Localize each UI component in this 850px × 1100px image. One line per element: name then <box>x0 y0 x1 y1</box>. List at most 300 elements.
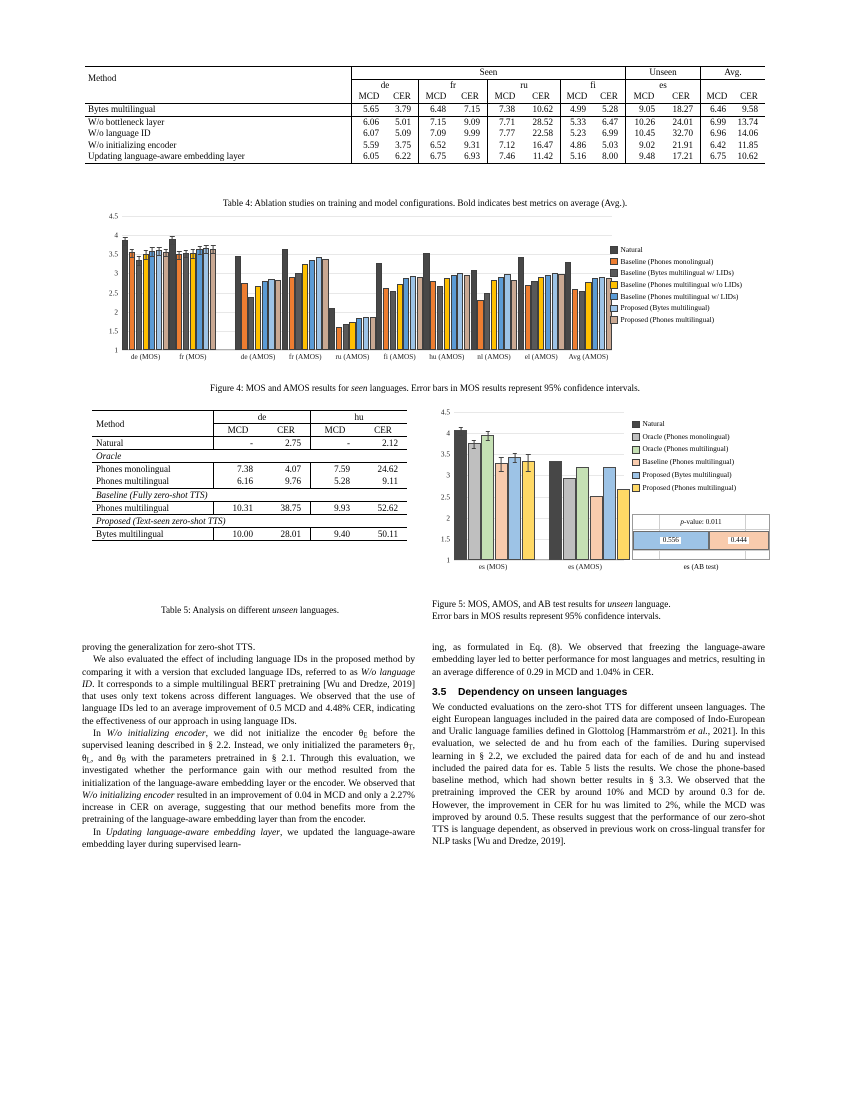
y-tick: 1.5 <box>440 534 450 544</box>
x-label: es (AMOS) <box>568 562 602 571</box>
table-4-metric-8: MCD <box>626 91 663 103</box>
paragraph-left-3: In Updating language-aware embedding layer, we updated the language-aware embedding layer during supervised learn- <box>82 826 415 850</box>
table-4-cell: 5.65 <box>352 103 387 116</box>
bar-1-4 <box>603 467 616 560</box>
bar-6-5 <box>457 273 463 350</box>
table-row <box>85 151 765 163</box>
bar-2-3 <box>255 286 261 350</box>
bar-group <box>549 412 630 560</box>
table-5-cell: 10.00 <box>214 527 263 540</box>
bar-0-1 <box>129 252 135 350</box>
table-4-method: W/o bottleneck layer <box>88 116 165 127</box>
bar-0-0 <box>454 430 467 560</box>
figure-5-caption: Figure 5: MOS, AMOS, and AB test results for unseen language. Error bars in MOS results represent 95% confidence intervals. <box>432 599 671 622</box>
table-4-cell: 7.15 <box>419 116 454 128</box>
table-4-metric-1: CER <box>393 91 411 102</box>
paragraph-left-0: proving the generalization for zero-shot TTS. <box>82 642 256 653</box>
bar-1-5 <box>617 489 630 560</box>
paragraph-right-1: We conducted evaluations on the zero-shot TTS for different unseen languages. The eight European languages included in the paired data are composed of Indo-European and Uralic language families defined in Glottolog [Hammarström et al., 2021]. In this evaluation, we selected de and hu from each of the families. During supervised learning in § 2.2, we excluded the paired data for each of de and hu and instead included the paired data for es. Table 5 lists the results. We chose the phone-based baseline method, which had shown better results in § 3.3. We observed that the pretraining improved the CER by around 10% and MCD by around 0.3 for de. However, the improvement in CER for hu was limited to 2%, while the MCD was improved by around 0.5. These results suggest that the performance of our zero-shot TTS is language dependent, as observed in previous work on cross-lingual transfer for NLP tasks [Wu and Dredze, 2019]. <box>432 701 766 848</box>
x-label: fr (MOS) <box>179 352 207 361</box>
bar-3-2 <box>295 273 301 350</box>
table-4-cell: 16.47 <box>532 139 553 150</box>
x-label: de (MOS) <box>130 352 161 361</box>
table-4-cell: 14.06 <box>737 128 758 139</box>
figure-4-y-axis <box>92 211 120 355</box>
table-5-cell: 52.62 <box>377 502 398 513</box>
table-row <box>85 103 765 116</box>
legend-swatch-icon <box>632 484 640 492</box>
legend-label: Natural <box>620 245 643 254</box>
bar-2-0 <box>235 256 241 350</box>
legend-swatch-icon <box>632 433 640 441</box>
table-5-cell: 4.07 <box>285 464 301 475</box>
table-5-section-header: Oracle <box>96 451 122 462</box>
bar-3-3 <box>302 264 308 350</box>
x-label: ru (AMOS) <box>335 352 370 361</box>
bar-2-5 <box>268 279 274 350</box>
table-4-cell: 6.93 <box>464 151 480 162</box>
table-4-group-avg: Avg. <box>701 67 766 80</box>
legend-item <box>632 456 736 469</box>
bar-group <box>282 216 329 350</box>
bar-group <box>423 216 470 350</box>
table-4-cell: 6.22 <box>395 151 411 162</box>
bar-1-1 <box>563 478 576 560</box>
legend-swatch-icon <box>610 293 618 301</box>
table-5-cell: 2.75 <box>285 438 301 449</box>
bar-0-5 <box>522 461 535 560</box>
table-5-cell: 24.62 <box>377 464 398 475</box>
bar-9-3 <box>585 282 591 350</box>
table-4-cell: 7.46 <box>488 151 523 163</box>
bar-group <box>470 216 517 350</box>
table-5-metric-0: MCD <box>214 424 263 437</box>
table-4-cell: 6.48 <box>419 103 454 116</box>
bar-9-1 <box>572 289 578 350</box>
table-4-cell: 9.48 <box>626 151 663 163</box>
table-4-cell: 22.58 <box>532 128 553 139</box>
table-4-cell: 11.42 <box>532 151 553 162</box>
y-tick: 1 <box>114 345 118 355</box>
bar-6-2 <box>437 286 443 350</box>
table-4-cell: 3.75 <box>395 139 411 150</box>
table-5-cell: 50.11 <box>377 528 398 539</box>
bar-5-1 <box>383 288 389 350</box>
y-tick: 4 <box>114 230 118 240</box>
table-4-cell: 24.01 <box>672 116 693 127</box>
bar-6-3 <box>444 278 450 350</box>
table-5-cell: 2.12 <box>382 438 398 449</box>
legend-swatch-icon <box>632 472 640 480</box>
table-row <box>92 450 407 463</box>
legend-swatch-icon <box>610 281 618 289</box>
table-4-metric-4: MCD <box>488 91 523 103</box>
table-4-metric-3: CER <box>461 91 479 102</box>
table-4-cell: 10.62 <box>532 103 553 114</box>
table-4-metric-0: MCD <box>352 91 387 103</box>
table-5-cell: 7.59 <box>311 463 360 476</box>
legend-item <box>632 418 736 431</box>
bar-group <box>234 216 281 350</box>
body-column-left <box>82 642 415 851</box>
bar-4-4 <box>356 318 362 350</box>
x-label: es (MOS) <box>478 562 508 571</box>
bar-8-3 <box>538 277 544 350</box>
table-4-cell: 6.42 <box>701 140 734 152</box>
table-4-caption: Table 4: Ablation studies on training and model configurations. Bold indicates best metrics on average (Avg.). <box>222 198 628 208</box>
figure-4-caption: Figure 4: MOS and AMOS results for seen languages. Error bars in MOS results represent 95% confidence intervals. <box>210 383 640 393</box>
bar-0-6 <box>163 252 169 350</box>
table-5-metric-3: CER <box>374 425 392 436</box>
table-4-cell: 21.91 <box>672 139 693 150</box>
table-row <box>92 501 407 514</box>
table-row <box>92 463 407 476</box>
table-4-cell: 5.28 <box>602 103 618 114</box>
table-4-cell: 6.52 <box>419 140 454 152</box>
figure-4-legend <box>610 244 742 326</box>
table-4-lang-es: es <box>626 79 701 91</box>
table-4-cell: 6.46 <box>701 103 734 116</box>
table-4-grid <box>85 66 765 164</box>
table-4 <box>85 66 765 164</box>
ab-left-segment <box>633 531 709 550</box>
table-4-cell: 5.03 <box>602 139 618 150</box>
bar-5-0 <box>376 263 382 350</box>
legend-label: Oracle (Phones multilingual) <box>642 444 729 454</box>
bar-7-3 <box>491 280 497 350</box>
bar-3-4 <box>309 260 315 350</box>
x-label: hu (AMOS) <box>429 352 465 361</box>
bar-2-6 <box>275 280 281 350</box>
legend-swatch-icon <box>610 258 618 266</box>
bar-2-4 <box>262 281 268 350</box>
table-5-cell: 9.93 <box>311 501 360 514</box>
y-tick: 3.5 <box>440 449 450 459</box>
legend-label: Proposed (Phones multilingual) <box>642 482 737 492</box>
figure-5-x-labels <box>454 562 624 571</box>
y-tick: 2 <box>446 513 450 523</box>
table-4-cell: 32.70 <box>672 128 693 139</box>
bar-7-4 <box>498 277 504 350</box>
table-4-cell: 17.21 <box>672 151 693 162</box>
legend-label: Proposed (Bytes multilingual) <box>620 303 710 313</box>
table-4-cell: 3.79 <box>395 103 411 114</box>
bar-8-2 <box>531 281 537 350</box>
table-4-cell: 10.45 <box>626 128 663 140</box>
table-5-lang-hu: hu <box>311 411 408 424</box>
table-5-cell: 38.75 <box>280 502 301 513</box>
table-4-lang-fi: fi <box>561 79 626 91</box>
bar-0-3 <box>143 254 149 350</box>
table-4-metric-2: MCD <box>419 91 454 103</box>
table-4-group-unseen: Unseen <box>626 67 701 80</box>
table-5-cell: 9.11 <box>382 476 398 487</box>
paragraph-right-0: ing, as formulated in Eq. (8). We observed that freezing the language-aware embedding layer led to better performance for most languages and metrics, resulting in an average difference of 0.29 in MCD and 1.04% in CER. <box>432 642 765 678</box>
table-row <box>85 91 765 103</box>
legend-item <box>610 244 742 256</box>
bar-group <box>565 216 612 350</box>
bar-0-1 <box>468 443 481 560</box>
table-4-cell: 9.99 <box>464 128 480 139</box>
table-5-metric-1: CER <box>277 425 295 436</box>
table-4-metric-10: MCD <box>701 91 734 103</box>
bar-7-6 <box>511 280 517 350</box>
table-4-metric-11: CER <box>740 91 758 102</box>
legend-swatch-icon <box>610 316 618 324</box>
bar-5-3 <box>397 284 403 350</box>
ab-test-pvalue: p-value: 0.011 <box>680 518 722 526</box>
bar-3-5 <box>316 257 322 350</box>
table-4-cell: 8.00 <box>602 151 618 162</box>
ab-test-box <box>632 514 770 560</box>
table-row <box>85 116 765 128</box>
table-4-cell: 4.99 <box>561 103 594 116</box>
table-4-cell: 11.85 <box>737 139 758 150</box>
table-5-method: Natural <box>96 438 124 449</box>
bar-0-2 <box>481 435 494 560</box>
section-heading-3-5: 3.5 Dependency on unseen languages <box>432 686 628 698</box>
table-row <box>92 527 407 540</box>
x-label: de (AMOS) <box>240 352 276 361</box>
table-4-cell: 6.47 <box>602 116 618 127</box>
table-4-cell: 5.33 <box>561 116 594 128</box>
table-row <box>92 411 407 424</box>
table-4-cell: 7.15 <box>464 103 480 114</box>
table-4-cell: 9.31 <box>464 139 480 150</box>
x-label: fr (AMOS) <box>288 352 322 361</box>
bar-group <box>122 216 169 350</box>
bar-group <box>454 412 535 560</box>
bar-1-0 <box>549 461 562 560</box>
ab-right-value: 0.444 <box>728 537 749 545</box>
x-label: fi (AMOS) <box>383 352 416 361</box>
x-label: el (AMOS) <box>524 352 558 361</box>
legend-label: Baseline (Phones multilingual w/ LIDs) <box>620 291 739 301</box>
table-5-section-header: Proposed (Text-seen zero-shot TTS) <box>96 515 226 526</box>
bar-7-2 <box>484 293 490 350</box>
ab-left-value: 0.556 <box>660 537 681 545</box>
table-4-cell: 6.06 <box>352 116 387 128</box>
bar-5-2 <box>390 291 396 350</box>
table-4-cell: 10.26 <box>626 116 663 128</box>
bar-6-0 <box>423 253 429 350</box>
legend-item <box>610 256 742 268</box>
table-4-method: Bytes multilingual <box>88 103 156 114</box>
bar-1-5 <box>203 248 209 350</box>
bar-8-0 <box>518 257 524 350</box>
y-tick: 3 <box>114 268 118 278</box>
bar-8-1 <box>525 285 531 350</box>
legend-label: Proposed (Bytes multilingual) <box>642 469 732 479</box>
table-row <box>92 514 407 527</box>
bar-7-0 <box>471 270 477 350</box>
table-4-cell: 10.62 <box>737 151 758 162</box>
figure-4-plot-area <box>122 216 612 350</box>
figure-5-y-axis <box>432 407 452 565</box>
table-5-caption: Table 5: Analysis on different unseen languages. <box>160 605 340 615</box>
bar-8-5 <box>552 273 558 350</box>
y-tick: 2.5 <box>440 492 450 502</box>
y-tick: 4.5 <box>440 407 450 417</box>
bar-4-2 <box>343 324 349 350</box>
bar-7-1 <box>477 300 483 350</box>
y-tick: 2.5 <box>108 288 118 298</box>
bar-1-2 <box>576 467 589 560</box>
legend-swatch-icon <box>610 305 618 313</box>
table-4-cell: 6.75 <box>419 151 454 163</box>
table-4-lang-de: de <box>352 79 419 91</box>
table-5-cell: 9.40 <box>311 527 360 540</box>
table-4-cell: 5.09 <box>395 128 411 139</box>
ab-right-segment <box>709 531 769 550</box>
legend-item <box>610 291 742 303</box>
table-row <box>92 488 407 501</box>
y-tick: 1 <box>446 555 450 565</box>
table-4-cell: 5.16 <box>561 151 594 163</box>
x-label: nl (AMOS) <box>477 352 511 361</box>
table-4-cell: 28.52 <box>532 116 553 127</box>
bar-4-3 <box>349 322 355 350</box>
table-5-cell: 10.31 <box>214 501 263 514</box>
x-label: Avg (AMOS) <box>568 352 609 361</box>
bar-4-0 <box>329 308 335 350</box>
table-4-method: W/o initializing encoder <box>88 139 177 150</box>
table-4-lang-fr: fr <box>419 79 488 91</box>
table-4-cell: 9.09 <box>464 116 480 127</box>
table-4-cell: 6.07 <box>352 128 387 140</box>
legend-swatch-icon <box>632 421 640 429</box>
table-4-cell: 6.05 <box>352 151 387 163</box>
bar-1-6 <box>210 249 216 350</box>
bar-group <box>329 216 376 350</box>
table-4-cell: 7.12 <box>488 140 523 152</box>
y-tick: 3.5 <box>108 249 118 259</box>
table-5-cell: 5.28 <box>311 475 360 488</box>
bar-5-6 <box>417 277 423 350</box>
bar-3-6 <box>322 259 328 351</box>
figure-4-x-labels <box>122 352 612 361</box>
legend-label: Baseline (Phones multilingual w/o LIDs) <box>620 280 743 290</box>
table-5-cell: 9.76 <box>285 476 301 487</box>
table-4-cell: 5.59 <box>352 140 387 152</box>
table-4-cell: 6.96 <box>701 128 734 140</box>
body-column-right <box>432 642 765 849</box>
bar-0-3 <box>495 463 508 560</box>
table-4-cell: 7.38 <box>488 103 523 116</box>
table-4-cell: 4.86 <box>561 140 594 152</box>
bar-8-4 <box>545 275 551 350</box>
legend-item <box>632 482 736 495</box>
table-5-lang-de: de <box>214 411 311 424</box>
table-4-cell: 5.23 <box>561 128 594 140</box>
legend-item <box>610 314 742 326</box>
table-4-method: Updating language-aware embedding layer <box>88 151 245 162</box>
table-4-metric-7: CER <box>600 91 618 102</box>
bar-group <box>376 216 423 350</box>
bar-1-4 <box>196 249 202 350</box>
bar-group <box>518 216 565 350</box>
legend-label: Baseline (Bytes multilingual w/ LIDs) <box>620 268 734 278</box>
legend-item <box>632 469 736 482</box>
table-5-cell: - <box>214 437 263 450</box>
table-4-method: W/o language ID <box>88 128 151 139</box>
y-tick: 1.5 <box>108 326 118 336</box>
bar-4-1 <box>336 327 342 350</box>
table-4-cell: 6.99 <box>701 116 734 128</box>
y-tick: 4 <box>446 428 450 438</box>
bar-0-2 <box>136 260 142 350</box>
figure-5-plot-area <box>454 412 624 560</box>
table-4-cell: 7.09 <box>419 128 454 140</box>
paragraph-left-1: We also evaluated the effect of including language IDs in the proposed method by comparing it with a version that excluded language IDs, referred to as W/o language ID. It corresponds to a simple multilingual BERT pretraining [Wu and Dredze, 2019] that uses only text tokens across different languages. We observed that the use of language IDs led to an average improvement of 0.5 MCD and 4.48% CER, indicating the effectiveness of our approach in using language IDs. <box>82 654 416 727</box>
paragraph-left-2: In W/o initializing encoder, we did not initialize the encoder $\theta_E$ before the supervised leaning described in § 2.2. Instead, we only initialized the parameters $\theta_T$, $\theta_L$, and $\theta_B$ with the parameters pretrained in § 2.1. Through this evaluation, we investigated whether the performance gain with our method resulted from the initialization of the language-aware embedding layer or the encoder. We observed that W/o initializing encoder resulted in an improvement of 0.04 in MCD and only a 2.27% increase in CER on average, suggesting that our method benefits more from the pretraining of the language-aware embedding layer than from the encoder. <box>82 727 415 826</box>
figure-4 <box>92 211 772 368</box>
table-5-cell: 6.16 <box>214 475 263 488</box>
table-row <box>92 437 407 450</box>
legend-label: Oracle (Phones monolingual) <box>642 431 730 441</box>
bar-9-5 <box>599 277 605 351</box>
table-row <box>92 475 407 488</box>
y-tick: 2 <box>114 307 118 317</box>
legend-item <box>632 443 736 456</box>
table-4-lang-ru: ru <box>488 79 561 91</box>
table-4-metric-5: CER <box>532 91 550 102</box>
legend-label: Baseline (Phones monolingual) <box>620 256 714 266</box>
bar-9-0 <box>565 262 571 350</box>
table-5-section-header: Baseline (Fully zero-shot TTS) <box>96 489 208 500</box>
bar-2-1 <box>241 283 247 350</box>
y-tick: 4.5 <box>108 211 118 221</box>
bar-1-3 <box>590 496 603 560</box>
table-4-cell: 9.58 <box>742 103 758 114</box>
table-4-cell: 9.02 <box>626 140 663 152</box>
table-5-method: Bytes multilingual <box>96 528 164 539</box>
bar-8-6 <box>558 274 564 350</box>
figure-5-legend <box>632 418 736 494</box>
y-tick: 3 <box>446 470 450 480</box>
bar-6-6 <box>464 275 470 350</box>
table-5-cell: 7.38 <box>214 463 263 476</box>
bar-3-1 <box>289 277 295 350</box>
table-4-metric-9: CER <box>672 91 690 102</box>
table-5-grid <box>92 410 407 541</box>
bar-2-2 <box>248 297 254 350</box>
legend-swatch-icon <box>610 269 618 277</box>
bar-0-4 <box>149 251 155 350</box>
table-5-method: Phones multilingual <box>96 502 170 513</box>
table-5-method-header: Method <box>96 418 125 429</box>
table-4-cell: 5.01 <box>395 116 411 127</box>
table-4-cell: 7.77 <box>488 128 523 140</box>
bar-4-6 <box>370 317 376 350</box>
bar-0-0 <box>122 240 128 350</box>
table-4-avg-blank <box>701 79 766 91</box>
table-5-cell: 28.01 <box>280 528 301 539</box>
table-row <box>85 128 765 140</box>
legend-swatch-icon <box>610 246 618 254</box>
table-4-group-seen: Seen <box>352 67 626 80</box>
bar-6-4 <box>451 275 457 350</box>
bar-0-4 <box>508 457 521 560</box>
legend-item <box>632 431 736 444</box>
legend-label: Baseline (Phones multilingual) <box>642 457 735 467</box>
table-4-cell: 13.74 <box>737 116 758 127</box>
bar-4-5 <box>363 317 369 350</box>
table-4-method-header: Method <box>88 73 117 84</box>
bar-5-5 <box>410 276 416 350</box>
bar-1-2 <box>183 253 189 350</box>
table-4-metric-6: MCD <box>561 91 594 103</box>
